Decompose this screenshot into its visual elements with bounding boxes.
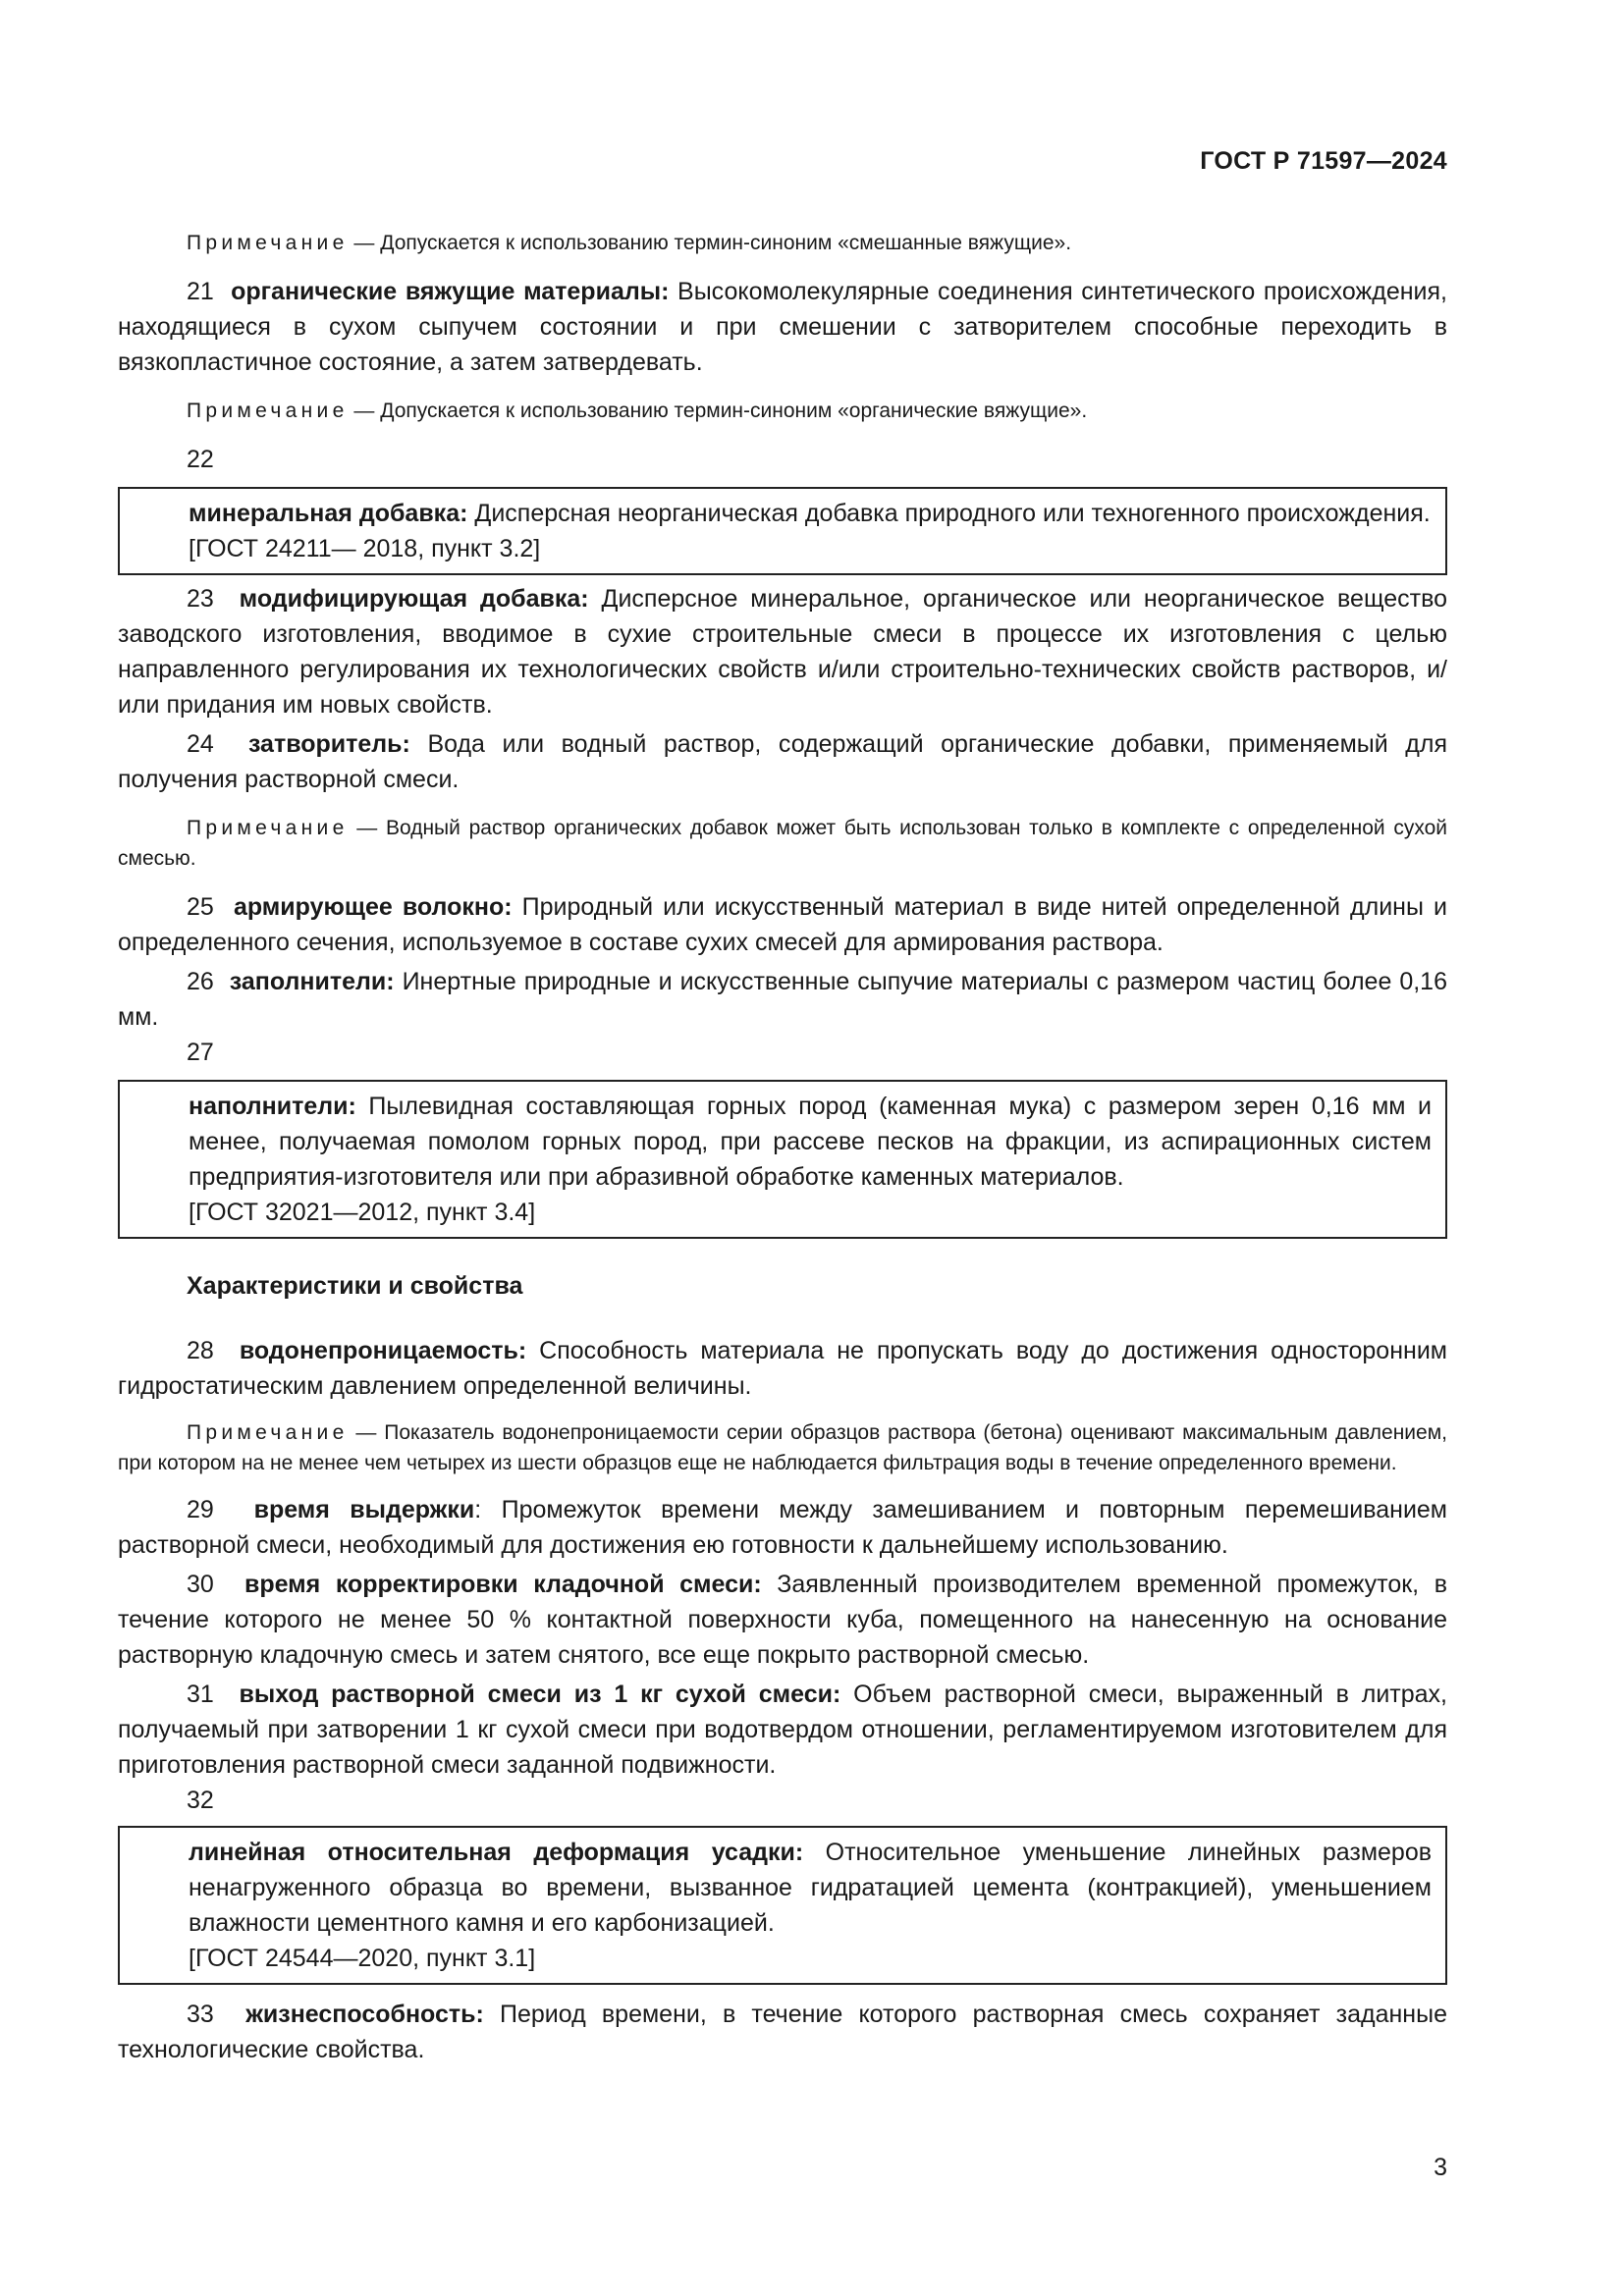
note-label: Примечание xyxy=(187,817,349,839)
term-33 xyxy=(118,1997,1447,2067)
term-number: 23 xyxy=(187,585,214,613)
term-reference: [ГОСТ 32021—2012, пункт 3.4] xyxy=(189,1199,536,1226)
term-text: Способность материала не пропускать воду до достижения односторонним гидростатическим давлением определенной величины. xyxy=(118,1337,1447,1400)
term-number: 33 xyxy=(187,2001,214,2028)
term-reference: [ГОСТ 24544—2020, пункт 3.1] xyxy=(189,1945,536,1972)
term-title: органические вяжущие материалы: xyxy=(231,278,670,305)
term-title: модифицирующая добавка: xyxy=(239,585,589,613)
term-title: затворитель: xyxy=(247,730,410,758)
term-title: выход растворной смеси из 1 кг сухой смеси: xyxy=(239,1681,841,1708)
term-title: линейная относительная деформация усадки: xyxy=(189,1839,804,1866)
term-number: 31 xyxy=(187,1681,214,1708)
term-text: Инертные природные и искусственные сыпучие материалы с размером частиц более 0,16 мм. xyxy=(118,968,1447,1031)
note-label: Примечание xyxy=(187,400,349,422)
term-29 xyxy=(118,1492,1447,1563)
term-number-27: 27 xyxy=(187,1039,214,1066)
term-number: 29 xyxy=(187,1496,214,1523)
term-title: жизнеспособность: xyxy=(245,2001,484,2028)
term-text: Природный или искусственный материал в виде нитей определенной длины и определенного сечения, используемое в составе сухих смесей для армирования раствора. xyxy=(118,893,1447,956)
term-text: Дисперсная неорганическая добавка природного или техногенного происхождения. xyxy=(467,500,1431,527)
term-21 xyxy=(118,274,1447,380)
term-number: 28 xyxy=(187,1337,214,1364)
term-32-box xyxy=(118,1826,1447,1985)
term-number: 25 xyxy=(187,893,214,921)
document-body xyxy=(118,218,1447,2067)
term-text: Пылевидная составляющая горных пород (каменная мука) с размером зерен 0,16 мм и менее, получаемая помолом горных пород, при рассеве песков на фракции, из аспирационных систем предприятия-изготовителя или при абразивной обработке каменных материалов. xyxy=(189,1093,1432,1191)
term-title: время корректировки кладочной смеси: xyxy=(244,1571,762,1598)
term-25 xyxy=(118,889,1447,960)
note-label: Примечание xyxy=(187,1421,349,1444)
term-22-box xyxy=(118,487,1447,575)
document-header: ГОСТ Р 71597—2024 xyxy=(1200,147,1447,175)
term-reference: [ГОСТ 24211— 2018, пункт 3.2] xyxy=(189,535,541,562)
term-text: Вода или водный раствор, содержащий органические добавки, применяемый для получения растворной смеси. xyxy=(118,730,1447,793)
term-24 xyxy=(118,726,1447,797)
note-4: Примечание — Показатель водонепроницаемости серии образцов раствора (бетона) оценивают максимальным давлением, при котором на не менее чем четырех из шести образцов еще не наблюдается фильтрация воды в течение определенного времени. xyxy=(118,1421,1447,1474)
term-text: Относительное уменьшение линейных размеров ненагруженного образца во времени, вызванное гидратацией цемента (контракцией), уменьшением влажности цементного камня и его карбонизацией. xyxy=(189,1839,1433,1937)
term-text: Объем растворной смеси, выраженный в литрах, получаемый при затворении 1 кг сухой смеси при водотвердом отношении, регламентируемом изготовителем для приготовления растворной смеси заданной подвижности. xyxy=(118,1681,1447,1779)
term-number: 21 xyxy=(187,278,214,305)
term-28 xyxy=(118,1333,1447,1404)
term-number: 30 xyxy=(187,1571,214,1598)
term-number-32: 32 xyxy=(187,1787,214,1814)
term-title: минеральная добавка: xyxy=(189,500,468,527)
term-title: армирующее волокно: xyxy=(233,893,513,921)
term-title: заполнители: xyxy=(229,968,395,995)
term-text: Период времени, в течение которого растворная смесь сохраняет заданные технологические свойства. xyxy=(118,2001,1447,2063)
term-26 xyxy=(118,964,1447,1035)
term-text: Дисперсное минеральное, органическое или неорганическое вещество заводского изготовления, вводимое в сухие строительные смеси в процессе их изготовления с целью направленного регулирования их технологических свойств и/или строительно-технических свойств растворов, и/или придания им новых свойств. xyxy=(118,585,1447,719)
page-number: 3 xyxy=(1434,2154,1447,2181)
term-number: 26 xyxy=(187,968,214,995)
term-31 xyxy=(118,1677,1447,1783)
section-heading: Характеристики и свойства xyxy=(187,1272,523,1300)
term-title: наполнители: xyxy=(189,1093,356,1120)
term-text: : Промежуток времени между замешиванием и повторным перемешиванием растворной смеси, необходимый для достижения ею готовности к дальнейшему использованию. xyxy=(118,1496,1447,1559)
note-3: Примечание — Водный раствор органических добавок может быть использован только в комплекте с определенной сухой смесью. xyxy=(118,817,1447,870)
term-number: 24 xyxy=(187,730,214,758)
term-text: Высокомолекулярные соединения синтетического происхождения, находящиеся в сухом сыпучем состоянии и при смешении с затворителем способные переходить в вязкопластичное состояние, а затем затвердевать. xyxy=(118,278,1447,376)
term-number-22: 22 xyxy=(187,446,214,473)
note-label: Примечание xyxy=(187,232,349,254)
term-30 xyxy=(118,1567,1447,1673)
term-text: Заявленный производителем временной промежуток, в течение которого не менее 50 % контактной поверхности куба, помещенного на нанесенную на основание растворную кладочную смесь и затем снятого, все еще покрыто растворной смесью. xyxy=(118,1571,1447,1669)
term-27-box xyxy=(118,1080,1447,1239)
note-1: Примечание — Допускается к использованию термин-синоним «смешанные вяжущие». xyxy=(187,232,1072,254)
note-2: Примечание — Допускается к использованию термин-синоним «органические вяжущие». xyxy=(187,400,1088,422)
term-title: водонепроницаемость: xyxy=(239,1337,527,1364)
term-23 xyxy=(118,581,1447,722)
term-title: время выдержки xyxy=(253,1496,475,1523)
